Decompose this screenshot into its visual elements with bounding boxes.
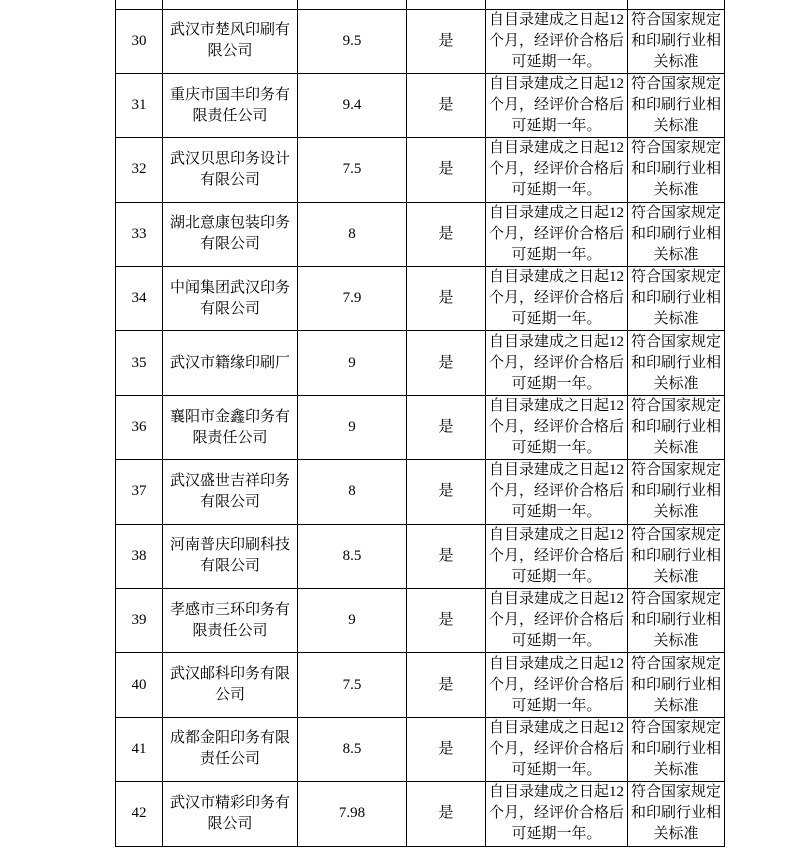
row-number-cell: 40: [116, 653, 163, 717]
row-number-cell: 42: [116, 782, 163, 846]
row-number-cell: 39: [116, 589, 163, 653]
score-cell: 7.5: [298, 653, 407, 717]
document-table-container: [115, 0, 725, 847]
company-name-cell: 成都金阳印务有限责任公司: [163, 717, 298, 781]
partial-cell: [163, 0, 298, 9]
validity-period-cell: 自目录建成之日起12 个月，经评价合格后可延期一年。: [486, 331, 628, 395]
company-name-cell: 孝感市三环印务有限责任公司: [163, 589, 298, 653]
row-number-cell: 41: [116, 717, 163, 781]
approved-flag-cell: 是: [407, 653, 486, 717]
company-name-cell: 武汉市楚风印刷有限公司: [163, 9, 298, 73]
approved-flag-cell: 是: [407, 73, 486, 137]
score-cell: 7.98: [298, 782, 407, 846]
score-cell: 7.5: [298, 138, 407, 202]
partial-cell: [407, 0, 486, 9]
quality-standard-cell: 符合国家规定和印刷行业相关标准: [628, 9, 725, 73]
company-name-cell: 中闻集团武汉印务有限公司: [163, 267, 298, 331]
table-body: [116, 9, 725, 846]
approved-flag-cell: 是: [407, 331, 486, 395]
score-cell: 9.4: [298, 73, 407, 137]
table-row: [116, 782, 725, 846]
approved-flag-cell: 是: [407, 395, 486, 459]
quality-standard-cell: 符合国家规定和印刷行业相关标准: [628, 460, 725, 524]
row-number-cell: 35: [116, 331, 163, 395]
quality-standard-cell: 符合国家规定和印刷行业相关标准: [628, 524, 725, 588]
partial-cell: [486, 0, 628, 9]
table-row: [116, 460, 725, 524]
partial-cell: [298, 0, 407, 9]
table-row: [116, 9, 725, 73]
company-name-cell: 武汉市精彩印务有限公司: [163, 782, 298, 846]
approved-flag-cell: 是: [407, 524, 486, 588]
validity-period-cell: 自目录建成之日起12 个月，经评价合格后可延期一年。: [486, 653, 628, 717]
company-name-cell: 武汉市籍缘印刷厂: [163, 331, 298, 395]
row-number-cell: 31: [116, 73, 163, 137]
quality-standard-cell: 符合国家规定和印刷行业相关标准: [628, 202, 725, 266]
approved-flag-cell: 是: [407, 202, 486, 266]
score-cell: 9: [298, 589, 407, 653]
validity-period-cell: 自目录建成之日起12 个月，经评价合格后可延期一年。: [486, 395, 628, 459]
quality-standard-cell: 符合国家规定和印刷行业相关标准: [628, 73, 725, 137]
company-name-cell: 武汉邮科印务有限公司: [163, 653, 298, 717]
quality-standard-cell: 符合国家规定和印刷行业相关标准: [628, 267, 725, 331]
score-cell: 8.5: [298, 717, 407, 781]
table-row: [116, 138, 725, 202]
approved-flag-cell: 是: [407, 589, 486, 653]
partial-cell: [628, 0, 725, 9]
table-row: [116, 395, 725, 459]
company-name-cell: 武汉贝思印务设计有限公司: [163, 138, 298, 202]
validity-period-cell: 自目录建成之日起12 个月，经评价合格后可延期一年。: [486, 782, 628, 846]
table-row: [116, 267, 725, 331]
company-name-cell: 重庆市国丰印务有限责任公司: [163, 73, 298, 137]
validity-period-cell: 自目录建成之日起12 个月，经评价合格后可延期一年。: [486, 524, 628, 588]
score-cell: 8.5: [298, 524, 407, 588]
validity-period-cell: 自目录建成之日起12 个月，经评价合格后可延期一年。: [486, 9, 628, 73]
partial-cell: [116, 0, 163, 9]
quality-standard-cell: 符合国家规定和印刷行业相关标准: [628, 395, 725, 459]
validity-period-cell: 自目录建成之日起12 个月，经评价合格后可延期一年。: [486, 460, 628, 524]
approved-flag-cell: 是: [407, 460, 486, 524]
quality-standard-cell: 符合国家规定和印刷行业相关标准: [628, 653, 725, 717]
quality-standard-cell: 符合国家规定和印刷行业相关标准: [628, 782, 725, 846]
validity-period-cell: 自目录建成之日起12 个月，经评价合格后可延期一年。: [486, 202, 628, 266]
validity-period-cell: 自目录建成之日起12 个月，经评价合格后可延期一年。: [486, 73, 628, 137]
quality-standard-cell: 符合国家规定和印刷行业相关标准: [628, 331, 725, 395]
quality-standard-cell: 符合国家规定和印刷行业相关标准: [628, 138, 725, 202]
table-row: [116, 202, 725, 266]
score-cell: 9: [298, 395, 407, 459]
row-number-cell: 30: [116, 9, 163, 73]
partial-row-top: [116, 0, 725, 9]
row-number-cell: 33: [116, 202, 163, 266]
quality-standard-cell: 符合国家规定和印刷行业相关标准: [628, 717, 725, 781]
validity-period-cell: 自目录建成之日起12 个月，经评价合格后可延期一年。: [486, 138, 628, 202]
score-cell: 8: [298, 460, 407, 524]
company-name-cell: 襄阳市金鑫印务有限责任公司: [163, 395, 298, 459]
validity-period-cell: 自目录建成之日起12 个月，经评价合格后可延期一年。: [486, 267, 628, 331]
company-name-cell: 武汉盛世吉祥印务有限公司: [163, 460, 298, 524]
validity-period-cell: 自目录建成之日起12 个月，经评价合格后可延期一年。: [486, 717, 628, 781]
score-cell: 9.5: [298, 9, 407, 73]
validity-period-cell: 自目录建成之日起12 个月，经评价合格后可延期一年。: [486, 589, 628, 653]
score-cell: 9: [298, 331, 407, 395]
table-row: [116, 331, 725, 395]
approved-flag-cell: 是: [407, 782, 486, 846]
quality-standard-cell: 符合国家规定和印刷行业相关标准: [628, 589, 725, 653]
table-row: [116, 653, 725, 717]
company-name-cell: 河南普庆印刷科技有限公司: [163, 524, 298, 588]
approved-flag-cell: 是: [407, 138, 486, 202]
approved-flag-cell: 是: [407, 267, 486, 331]
row-number-cell: 32: [116, 138, 163, 202]
table-row: [116, 73, 725, 137]
row-number-cell: 34: [116, 267, 163, 331]
table-row: [116, 589, 725, 653]
row-number-cell: 36: [116, 395, 163, 459]
table-row: [116, 717, 725, 781]
approved-flag-cell: 是: [407, 9, 486, 73]
row-number-cell: 38: [116, 524, 163, 588]
approved-flag-cell: 是: [407, 717, 486, 781]
score-cell: 8: [298, 202, 407, 266]
company-name-cell: 湖北意康包装印务有限公司: [163, 202, 298, 266]
approval-table: [115, 0, 725, 847]
row-number-cell: 37: [116, 460, 163, 524]
score-cell: 7.9: [298, 267, 407, 331]
table-row: [116, 524, 725, 588]
